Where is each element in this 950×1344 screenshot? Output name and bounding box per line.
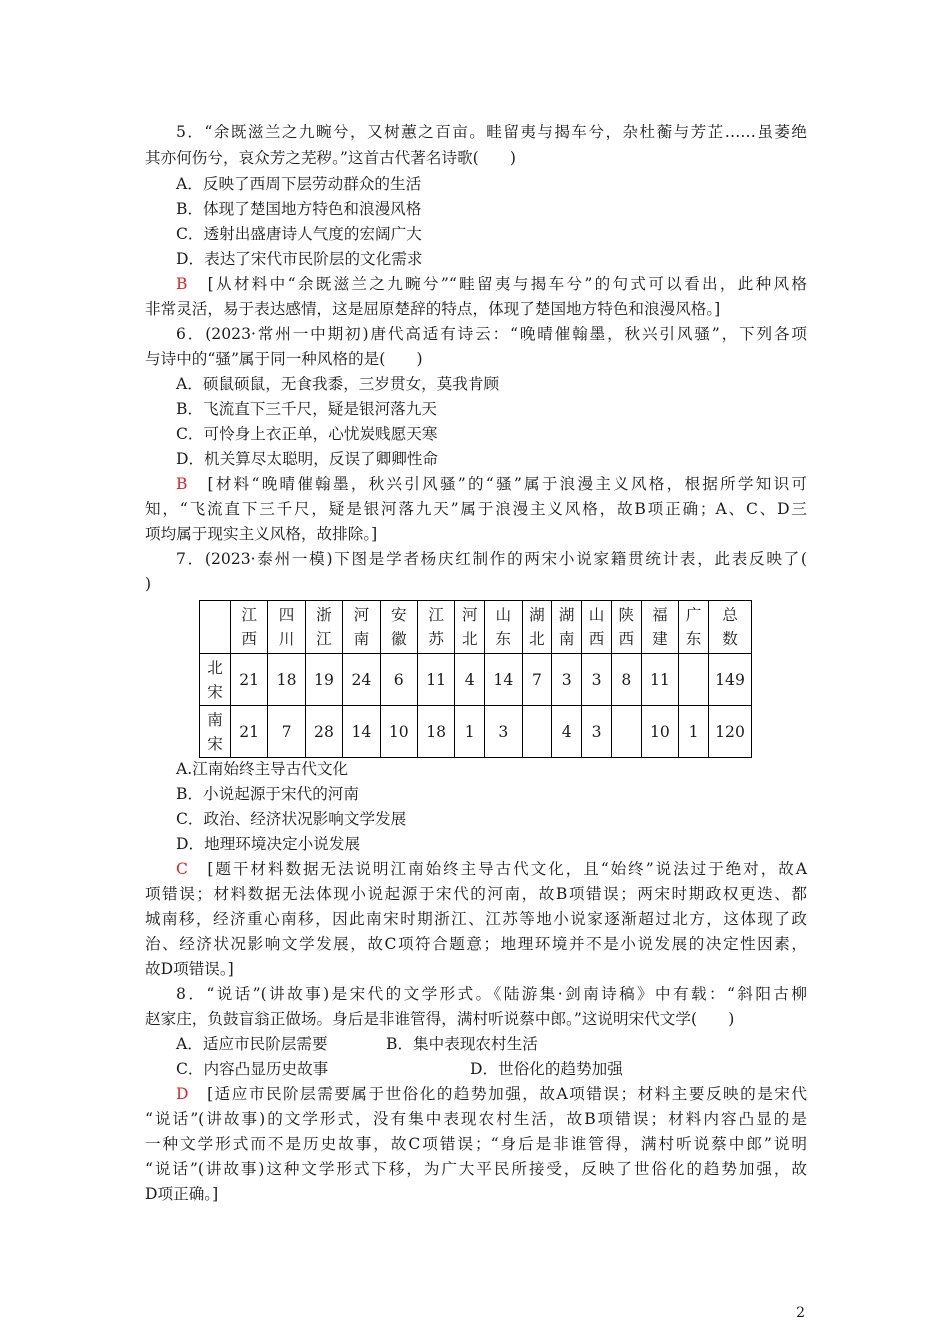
q8-explanation-line-1: D [适应市民阶层需要属于世俗化的趋势加强，故A项错误；材料主要反映的是宋代 bbox=[176, 1085, 807, 1103]
q6-option-d: D．机关算尽太聪明，反误了卿卿性命 bbox=[176, 450, 439, 468]
table-cell: 7 bbox=[268, 706, 305, 758]
q8-option-a: A．适应市民阶层需要 bbox=[176, 1035, 328, 1053]
table-cell: 149 bbox=[709, 654, 752, 706]
table-cell: 1 bbox=[679, 706, 709, 758]
q7-explanation-line-1: C [题干材料数据无法说明江南始终主导古代文化，且“始终”说法过于绝对，故A bbox=[176, 860, 807, 878]
q7-explanation-line-5: 故D项错误。] bbox=[145, 960, 234, 978]
table-cell: 11 bbox=[641, 654, 678, 706]
q5-answer: B bbox=[176, 275, 188, 293]
q8-options-row-1 bbox=[176, 1032, 807, 1056]
table-cell bbox=[611, 706, 641, 758]
q6-option-b: B．飞流直下三千尺，疑是银河落九天 bbox=[176, 400, 437, 418]
q7-stem-line-1: 7．(2023·泰州一模)下图是学者杨庆红制作的两宋小说家籍贯统计表，此表反映了( bbox=[176, 550, 807, 568]
table-cell: 21 bbox=[231, 654, 268, 706]
q8-options-row-2 bbox=[176, 1057, 807, 1081]
q8-stem-line-2: 赵家庄，负鼓盲翁正做场。身后是非谁管得，满村听说蔡中郎。”这说明宋代文学( ) bbox=[145, 1010, 735, 1028]
table-row bbox=[200, 706, 752, 758]
table-cell: 8 bbox=[611, 654, 641, 706]
table-cell: 10 bbox=[380, 706, 417, 758]
table-header-cell: 江 西 bbox=[231, 601, 268, 654]
table-cell: 18 bbox=[417, 706, 454, 758]
table-corner-cell bbox=[200, 601, 231, 654]
table-row-label: 北 宋 bbox=[200, 654, 231, 706]
q7-answer: C bbox=[176, 860, 188, 878]
table-cell: 10 bbox=[641, 706, 678, 758]
q8-option-b: B．集中表现农村生活 bbox=[386, 1035, 538, 1053]
q8-option-c: C．内容凸显历史故事 bbox=[176, 1060, 329, 1078]
table-header-cell: 浙 江 bbox=[305, 601, 342, 654]
table-cell: 19 bbox=[305, 654, 342, 706]
q7-option-b: B．小说起源于宋代的河南 bbox=[176, 785, 359, 803]
table-header-cell: 福 建 bbox=[641, 601, 678, 654]
table-header-cell: 湖 北 bbox=[522, 601, 552, 654]
q6-option-c: C．可怜身上衣正单，心忧炭贱愿天寒 bbox=[176, 425, 438, 443]
table-cell: 6 bbox=[380, 654, 417, 706]
q7-option-a: A.江南始终主导古代文化 bbox=[176, 760, 349, 778]
q8-answer: D bbox=[176, 1085, 189, 1103]
table-header-cell: 河 南 bbox=[343, 601, 380, 654]
q5-stem-line-2: 其亦何伤兮，哀众芳之芜秽。”这首古代著名诗歌( ) bbox=[145, 149, 516, 167]
q8-stem-line-1: 8．“说话”(讲故事)是宋代的文学形式。《陆游集·剑南诗稿》中有载：“斜阳古柳 bbox=[176, 985, 807, 1003]
table-cell: 14 bbox=[485, 654, 522, 706]
q7-explanation-line-2: 项错误；材料数据无法体现小说起源于宋代的河南，故B项错误；两宋时期政权更迭、都 bbox=[145, 885, 807, 903]
q6-explanation-line-3: 项均属于现实主义风格，故排除。] bbox=[145, 525, 378, 543]
table-header-cell: 江 苏 bbox=[417, 601, 454, 654]
q7-explanation-line-4: 治、经济状况影响文学发展，故C项符合题意；地理环境并不是小说发展的决定性因素， bbox=[145, 935, 807, 953]
q7-option-c: C．政治、经济状况影响文学发展 bbox=[176, 810, 407, 828]
q8-explanation-line-5: D项正确。] bbox=[145, 1185, 219, 1203]
q5-option-b: B．体现了楚国地方特色和浪漫风格 bbox=[176, 200, 422, 218]
table-row-label: 南 宋 bbox=[200, 706, 231, 758]
table-cell: 1 bbox=[455, 706, 485, 758]
table-header-cell: 四 川 bbox=[268, 601, 305, 654]
q6-stem-line-2: 与诗中的“骚”属于同一种风格的是( ) bbox=[145, 350, 423, 368]
table-cell: 24 bbox=[343, 654, 380, 706]
table-cell: 14 bbox=[343, 706, 380, 758]
table-header-cell: 山 东 bbox=[485, 601, 522, 654]
table-cell: 4 bbox=[552, 706, 582, 758]
table-cell: 7 bbox=[522, 654, 552, 706]
table-cell: 3 bbox=[582, 654, 612, 706]
q6-explanation-line-2: 知，“飞流直下三千尺，疑是银河落九天”属于浪漫主义风格，故B项正确；A、C、D三 bbox=[145, 500, 807, 518]
table-cell: 28 bbox=[305, 706, 342, 758]
q5-option-a: A．反映了西周下层劳动群众的生活 bbox=[176, 175, 422, 193]
table-header-cell: 陕 西 bbox=[611, 601, 641, 654]
table-row bbox=[200, 654, 752, 706]
table-cell: 120 bbox=[709, 706, 752, 758]
table-cell: 11 bbox=[417, 654, 454, 706]
q6-option-a: A．硕鼠硕鼠，无食我黍，三岁贯女，莫我肯顾 bbox=[176, 375, 500, 393]
table-header-cell: 总 数 bbox=[709, 601, 752, 654]
q6-explanation-line-1: B [材料“晚晴催翰墨，秋兴引风骚”的“骚”属于浪漫主义风格，根据所学知识可 bbox=[176, 475, 807, 493]
q5-explanation-line-1: B [从材料中“余既滋兰之九畹兮”“畦留夷与揭车兮”的句式可以看出，此种风格 bbox=[176, 275, 807, 293]
table-header-cell: 山 西 bbox=[582, 601, 612, 654]
q7-explanation-line-3: 城南移，经济重心南移，因此南宋时期浙江、江苏等地小说家逐渐超过北方，这体现了政 bbox=[145, 910, 807, 928]
table-header-cell: 安 徽 bbox=[380, 601, 417, 654]
table-cell bbox=[522, 706, 552, 758]
q8-explanation-line-3: 一种文学形式而不是历史故事，故C项错误；“身后是非谁管得，满村听说蔡中郎”说明 bbox=[145, 1135, 807, 1153]
table-header-cell: 湖 南 bbox=[552, 601, 582, 654]
q7-option-d: D．地理环境决定小说发展 bbox=[176, 835, 361, 853]
table-header-cell: 河 北 bbox=[455, 601, 485, 654]
q8-explanation-line-2: “说话”(讲故事)的文学形式，没有集中表现农村生活，故B项错误；材料内容凸显的是 bbox=[145, 1110, 807, 1128]
page-number: 2 bbox=[796, 1305, 805, 1321]
table-cell: 3 bbox=[552, 654, 582, 706]
q8-explanation-line-4: “说话”(讲故事)这种文学形式下移，为广大平民所接受，反映了世俗化的趋势加强，故 bbox=[145, 1160, 807, 1178]
table-cell: 18 bbox=[268, 654, 305, 706]
table-cell: 21 bbox=[231, 706, 268, 758]
table-header-cell: 广 东 bbox=[679, 601, 709, 654]
table-cell: 3 bbox=[582, 706, 612, 758]
table-cell: 4 bbox=[455, 654, 485, 706]
novelist-origin-table bbox=[199, 600, 752, 758]
q5-option-c: C．透射出盛唐诗人气度的宏阔广大 bbox=[176, 225, 422, 243]
table-header-row bbox=[200, 601, 752, 654]
q5-explanation-line-2: 非常灵活，易于表达感情，这是屈原楚辞的特点，体现了楚国地方特色和浪漫风格。] bbox=[145, 300, 721, 318]
table-cell bbox=[679, 654, 709, 706]
q8-option-d: D．世俗化的趋势加强 bbox=[470, 1060, 623, 1078]
q5-stem-line-1: 5．“余既滋兰之九畹兮，又树蕙之百亩。畦留夷与揭车兮，杂杜蘅与芳芷……虽萎绝 bbox=[176, 123, 807, 141]
table-cell: 3 bbox=[485, 706, 522, 758]
q6-stem-line-1: 6．(2023·常州一中期初)唐代高适有诗云：“晚晴催翰墨，秋兴引风骚”，下列各项 bbox=[176, 325, 807, 343]
q6-answer: B bbox=[176, 475, 188, 493]
q7-stem-line-2: ) bbox=[145, 575, 152, 593]
q5-option-d: D．表达了宋代市民阶层的文化需求 bbox=[176, 250, 423, 268]
